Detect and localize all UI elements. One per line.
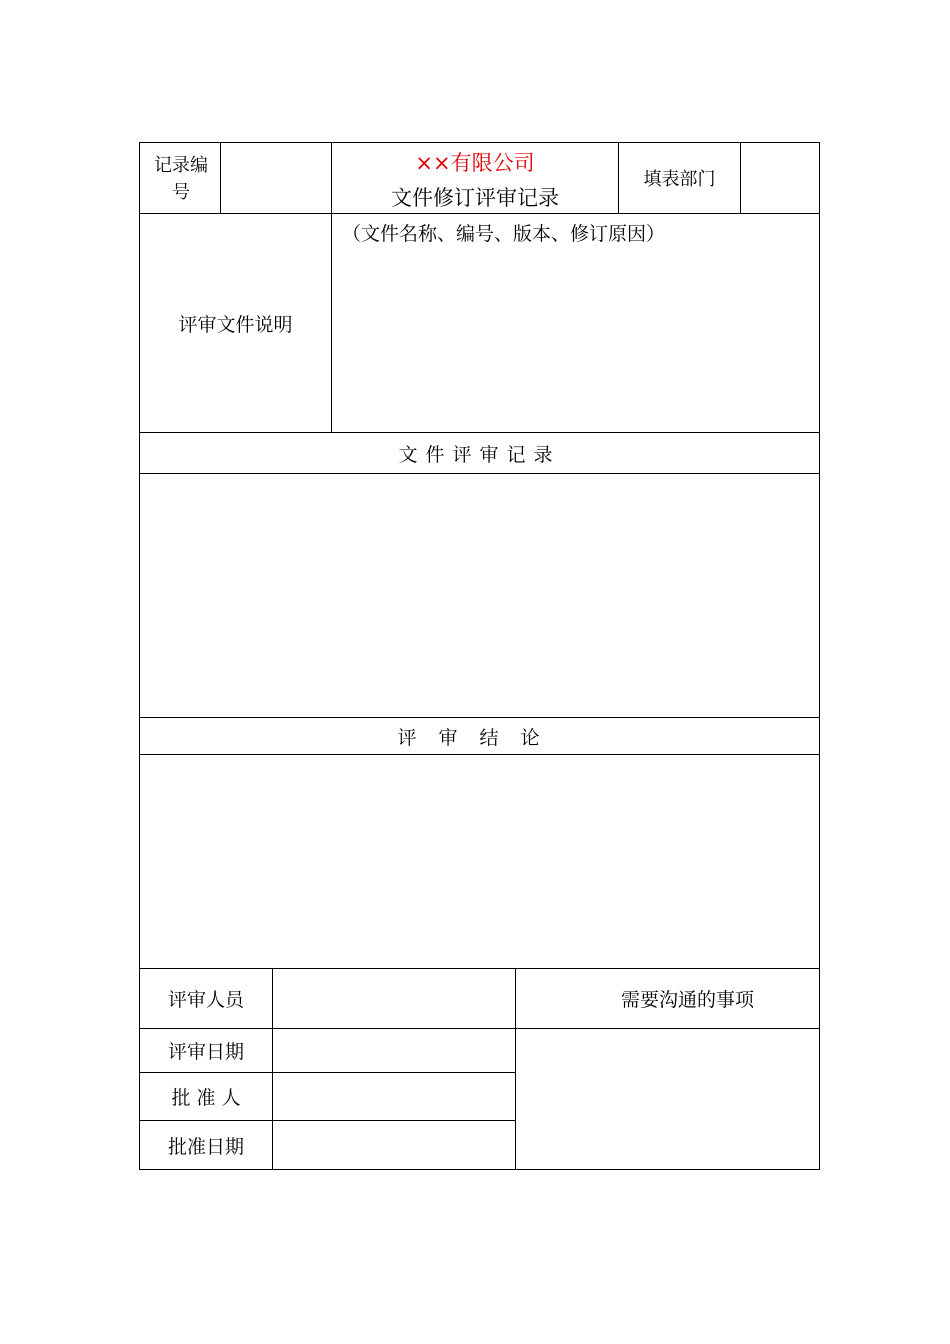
description-hint: （文件名称、编号、版本、修订原因）	[342, 223, 666, 245]
reviewers-label: 评审人员	[167, 989, 244, 1011]
description-field[interactable]	[332, 214, 819, 432]
review-record-field[interactable]	[140, 474, 819, 717]
description-label: 评审文件说明	[178, 313, 293, 336]
approver-field[interactable]	[273, 1073, 515, 1120]
border-bottom	[139, 1169, 820, 1170]
review-date-field[interactable]	[273, 1029, 515, 1072]
border-right	[819, 142, 820, 1170]
review-date-label: 评审日期	[167, 1041, 244, 1063]
record-no-label: 记录编号	[154, 155, 208, 203]
approval-date-field[interactable]	[273, 1121, 515, 1169]
review-record-heading: 文件评审记录	[398, 443, 561, 466]
matters-field[interactable]	[516, 1029, 819, 1169]
conclusion-field[interactable]	[140, 755, 819, 968]
dept-label: 填表部门	[643, 169, 716, 190]
dept-field[interactable]	[741, 143, 819, 213]
matters-label: 需要沟通的事项	[620, 989, 754, 1011]
record-no-field[interactable]	[221, 143, 331, 213]
company-name: ××有限公司	[415, 151, 535, 175]
approver-label: 批 准 人	[171, 1087, 241, 1109]
form-title: 文件修订评审记录	[391, 186, 559, 210]
reviewers-field[interactable]	[273, 969, 515, 1028]
conclusion-heading: 评审结论	[397, 726, 562, 749]
approval-date-label: 批准日期	[167, 1135, 244, 1158]
